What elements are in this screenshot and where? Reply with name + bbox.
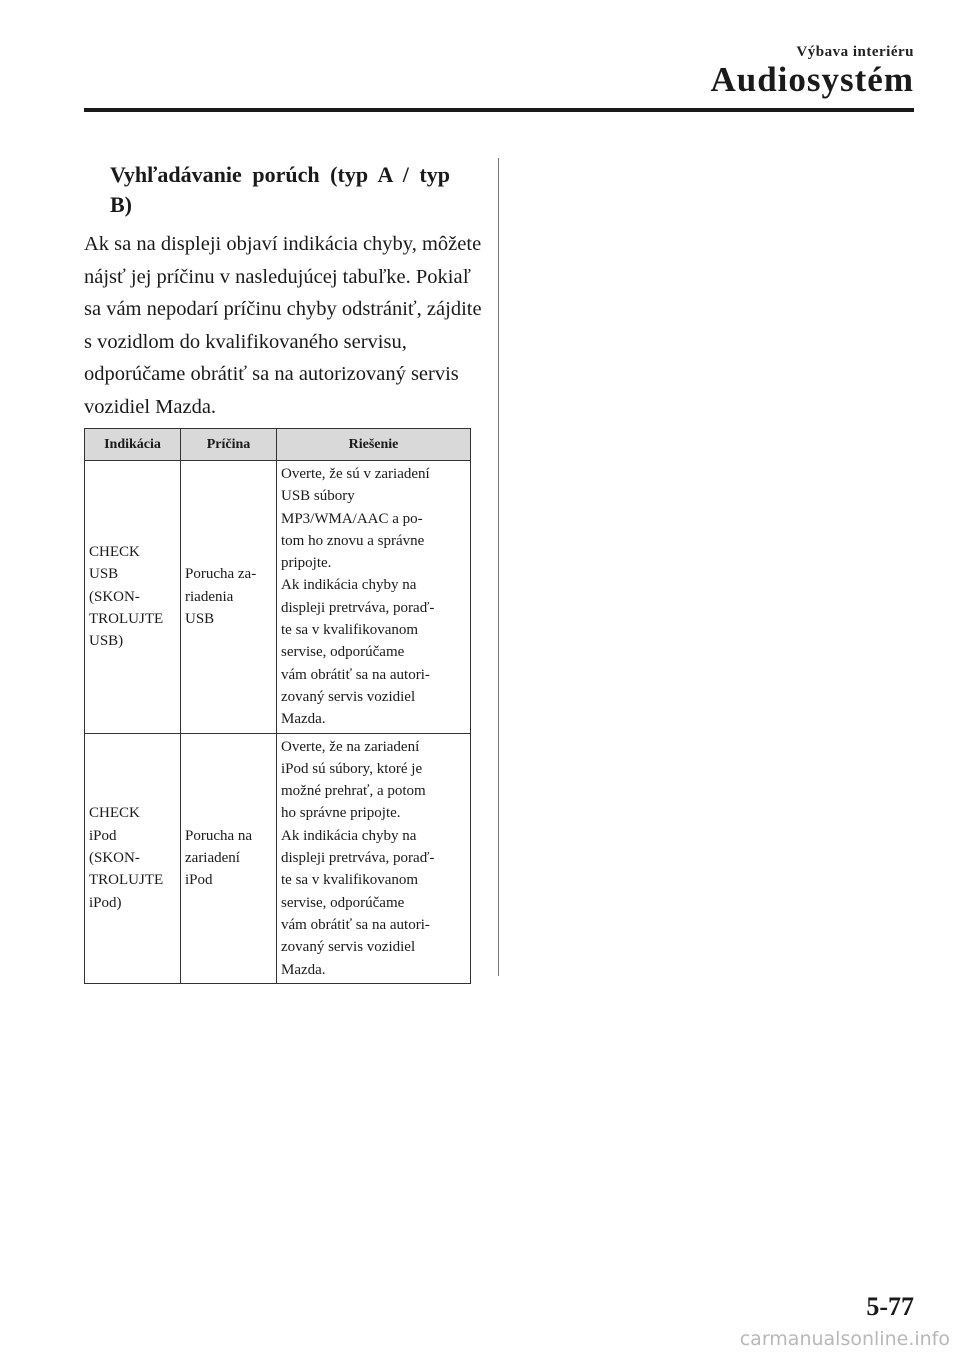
running-header-title: Audiosystém <box>710 60 914 99</box>
cell-solution: Overte, že sú v zariadení USB súbory MP3/WMA/AAC a po- tom ho znovu a správne pripojte. Ak indikácia chyby na displeji pretrváva, poraď- te sa v kvalifikovanom servise, odporúčame vám obrátiť sa na autori- zovaný servis vozidiel Mazda. <box>277 461 471 734</box>
table-header-row <box>85 429 471 461</box>
cell-cause: Porucha za- riadenia USB <box>181 461 277 734</box>
page-number: 5-77 <box>866 1292 914 1321</box>
section-heading: Vyhľadávanie porúch (typ A / typ B) <box>110 162 450 217</box>
column-header-solution: Riešenie <box>277 429 471 461</box>
column-divider <box>498 158 499 976</box>
column-header-cause: Príčina <box>181 429 277 461</box>
cell-cause: Porucha na zariadení iPod <box>181 733 277 983</box>
cell-indication: CHECK iPod (SKON- TROLUJTE iPod) <box>85 733 181 983</box>
cell-indication: CHECK USB (SKON- TROLUJTE USB) <box>85 461 181 734</box>
watermark: carmanualsonline.info <box>739 1328 950 1350</box>
table-row <box>85 461 471 734</box>
column-header-indication: Indikácia <box>85 429 181 461</box>
intro-paragraph: Ak sa na displeji objaví indikácia chyby, môžete nájsť jej príčinu v nasledujúcej tabuľke. Pokiaľ sa vám nepodarí príčinu chyby odstrániť, zájdite s vozidlom do kvalifikovaného servisu, odporúčame obrátiť sa na autorizovaný servis vozidiel Mazda. <box>84 233 482 418</box>
troubleshooting-table <box>84 428 471 984</box>
running-header-section: Výbava interiéru <box>796 44 914 60</box>
table-row <box>85 733 471 983</box>
cell-solution: Overte, že na zariadení iPod sú súbory, ktoré je možné prehrať, a potom ho správne pripojte. Ak indikácia chyby na displeji pretrváva, poraď- te sa v kvalifikovanom servise, odporúčame vám obrátiť sa na autori- zovaný servis vozidiel Mazda. <box>277 733 471 983</box>
header-rule <box>84 108 914 112</box>
